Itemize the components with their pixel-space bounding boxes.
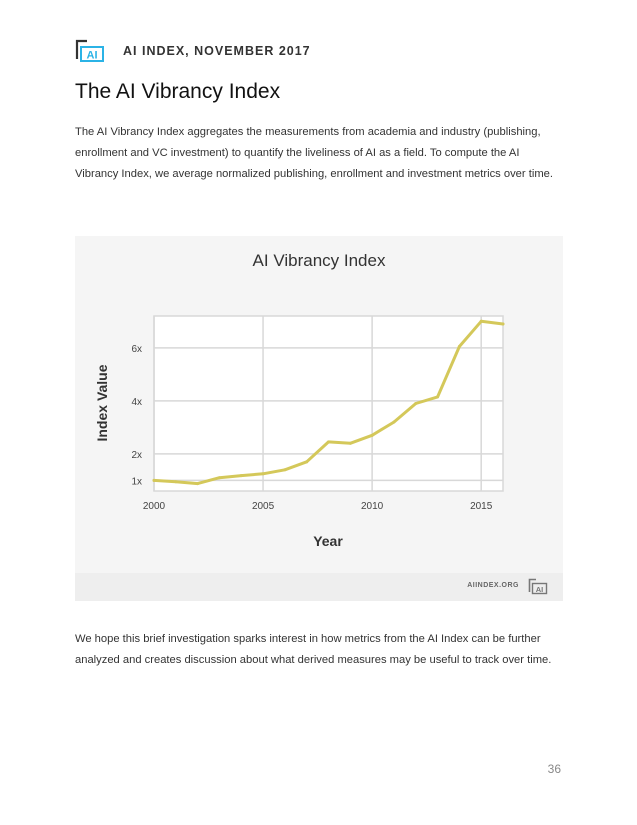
data-point: [502, 322, 505, 325]
data-point: [436, 395, 439, 398]
y-axis-label: Index Value: [94, 364, 110, 442]
x-axis-label: Year: [313, 533, 343, 549]
x-tick-label: 2010: [361, 501, 384, 512]
y-tick-label: 6x: [131, 343, 142, 355]
ai-index-logo-icon: [75, 39, 105, 63]
intro-paragraph: The AI Vibrancy Index aggregates the measurements from academia and industry (publishing, enrollment and VC investment) to quantify the liveliness of AI as a field. To compute the AI Vibrancy Index, we average normalized publishing, enrollment and investment metrics over time.: [75, 126, 553, 180]
data-point: [283, 468, 286, 471]
data-point: [327, 440, 330, 443]
section-title: The AI Vibrancy Index: [75, 80, 281, 103]
chart-credit: AIINDEX.ORG: [467, 582, 519, 589]
x-tick-label: 2005: [251, 501, 275, 512]
data-point: [392, 421, 395, 424]
data-point: [240, 474, 243, 477]
y-tick-label: 1x: [131, 476, 142, 488]
y-tick-label: 2x: [131, 449, 142, 461]
x-tick-label: 2015: [470, 501, 493, 512]
data-point: [414, 402, 417, 405]
data-point: [349, 442, 352, 445]
page-number: 36: [547, 762, 561, 776]
data-point: [480, 320, 483, 323]
vibrancy-chart: [75, 236, 563, 573]
closing-paragraph: We hope this brief investigation sparks interest in how metrics from the AI Index can be further analyzed and creates discussion about what derived measures may be useful to track over time.: [75, 633, 552, 666]
data-point: [218, 476, 221, 479]
data-point: [153, 479, 156, 482]
data-point: [458, 345, 461, 348]
chart-figure: [75, 236, 563, 601]
page-header: [75, 38, 311, 64]
data-point: [262, 472, 265, 475]
data-point: [371, 434, 374, 437]
x-tick-labels: [143, 501, 493, 512]
y-tick-label: 4x: [131, 396, 142, 408]
chart-footer: [75, 573, 563, 601]
header-title: AI INDEX, NOVEMBER 2017: [123, 44, 311, 58]
ai-index-small-logo-icon: [528, 578, 548, 600]
chart-title: AI Vibrancy Index: [252, 251, 386, 270]
plot-area: [154, 316, 503, 491]
y-tick-labels: [131, 344, 142, 488]
x-tick-label: 2000: [142, 501, 166, 512]
data-point: [305, 460, 308, 463]
svg-text:AI: AI: [535, 584, 544, 594]
data-point: [174, 480, 177, 483]
svg-text:AI: AI: [86, 49, 98, 62]
data-point: [196, 482, 199, 485]
